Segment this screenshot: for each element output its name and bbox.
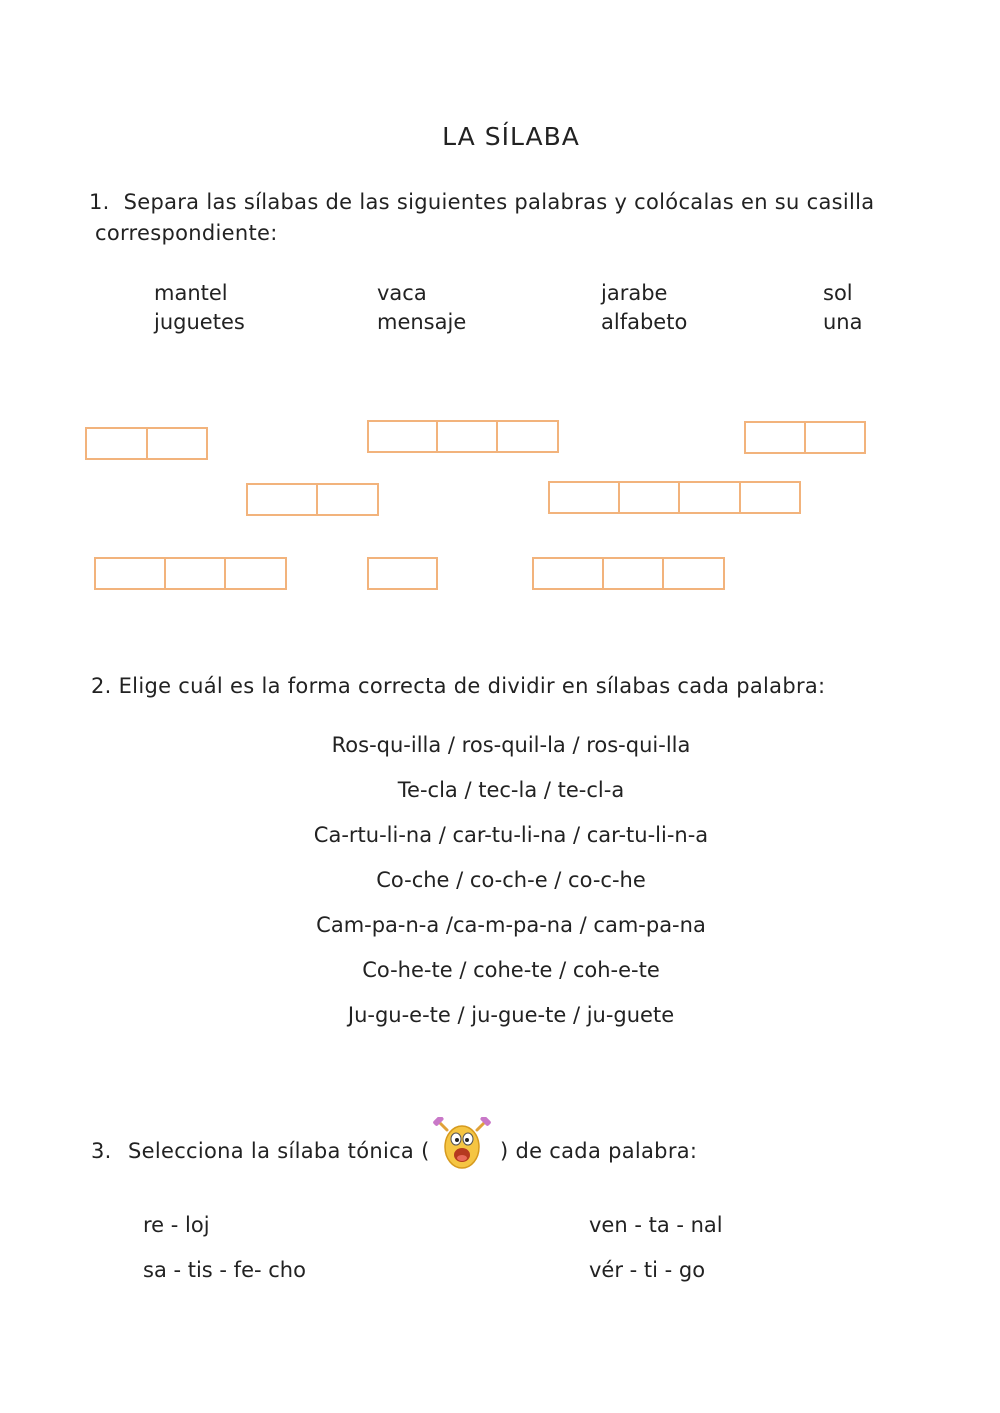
exercise-1-number: 1.: [89, 190, 110, 214]
exercise-3-text-before: Selecciona la sílaba tónica (: [128, 1139, 430, 1163]
exercise-1-instruction: [89, 190, 874, 214]
option-line-1[interactable]: Ros-qu-illa / ros-quil-la / ros-qui-lla: [331, 733, 691, 757]
word-juguetes: juguetes: [154, 310, 245, 334]
option-line-6[interactable]: Co-he-te / cohe-te / coh-e-te: [362, 958, 660, 982]
exercise-3-text-after: ) de cada palabra:: [500, 1139, 698, 1163]
syllable-box[interactable]: [367, 557, 438, 590]
exercise-1-instruction-cont: correspondiente:: [95, 221, 278, 245]
option-line-3[interactable]: Ca-rtu-li-na / car-tu-li-na / car-tu-li-n-a: [313, 823, 709, 847]
page-title: LA SÍLABA: [442, 122, 580, 151]
syllable-box[interactable]: [246, 483, 318, 516]
syllable-box[interactable]: [548, 481, 620, 514]
option-line-5[interactable]: Cam-pa-n-a /ca-m-pa-na / cam-pa-na: [316, 913, 706, 937]
word-vaca: vaca: [377, 281, 427, 305]
syllable-box[interactable]: [618, 481, 680, 514]
option-line-4[interactable]: Co-che / co-ch-e / co-c-he: [376, 868, 646, 892]
tonic-word-vertigo[interactable]: vér - ti - go: [589, 1258, 706, 1282]
tonic-word-reloj[interactable]: re - loj: [143, 1213, 210, 1237]
word-mantel: mantel: [154, 281, 228, 305]
word-jarabe: jarabe: [601, 281, 668, 305]
syllable-box-group-2c: [246, 483, 379, 514]
tonic-word-satisfecho[interactable]: sa - tis - fe- cho: [143, 1258, 306, 1282]
exercise-3-number: 3.: [91, 1139, 112, 1163]
syllable-box[interactable]: [316, 483, 379, 516]
syllable-box[interactable]: [662, 557, 725, 590]
syllable-box[interactable]: [436, 420, 498, 453]
syllable-box-group-4: [548, 481, 801, 512]
syllable-box[interactable]: [804, 421, 866, 454]
tonic-word-ventanal[interactable]: ven - ta - nal: [589, 1213, 723, 1237]
syllable-box[interactable]: [739, 481, 801, 514]
word-mensaje: mensaje: [377, 310, 467, 334]
strongman-mascot-icon: [433, 1117, 491, 1175]
syllable-box[interactable]: [602, 557, 664, 590]
syllable-box[interactable]: [496, 420, 559, 453]
syllable-box[interactable]: [146, 427, 208, 460]
word-sol: sol: [823, 281, 853, 305]
syllable-box[interactable]: [367, 420, 438, 453]
syllable-box[interactable]: [532, 557, 604, 590]
syllable-box[interactable]: [164, 557, 226, 590]
syllable-box[interactable]: [744, 421, 806, 454]
syllable-box-group-3b: [94, 557, 287, 588]
syllable-box-group-2a: [85, 427, 208, 458]
syllable-box[interactable]: [85, 427, 148, 460]
option-line-7[interactable]: Ju-gu-e-te / ju-gue-te / ju-guete: [347, 1003, 675, 1027]
syllable-box-group-3c: [532, 557, 725, 588]
syllable-box[interactable]: [224, 557, 287, 590]
syllable-box[interactable]: [94, 557, 166, 590]
option-line-2[interactable]: Te-cla / tec-la / te-cl-a: [397, 778, 625, 802]
exercise-2-instruction: 2. Elige cuál es la forma correcta de dividir en sílabas cada palabra:: [91, 674, 826, 698]
syllable-box-group-3a: [367, 420, 559, 451]
exercise-1-text: Separa las sílabas de las siguientes palabras y colócalas en su casilla: [123, 190, 875, 214]
word-alfabeto: alfabeto: [601, 310, 688, 334]
word-una: una: [823, 310, 863, 334]
syllable-box-group-1: [367, 557, 438, 588]
syllable-box[interactable]: [678, 481, 741, 514]
syllable-box-group-2b: [744, 421, 866, 452]
